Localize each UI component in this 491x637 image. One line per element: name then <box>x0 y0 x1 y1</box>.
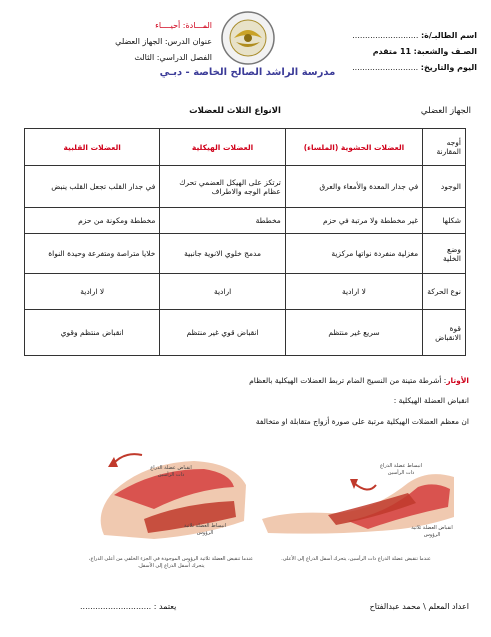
lesson-info <box>22 18 212 66</box>
cell-skeletal: مدمج خلوي الانوية جانبية <box>160 234 285 274</box>
cell-smooth: لا ارادية <box>285 274 422 310</box>
right-caption: عندما تنقبض عضلة الذراع ذات الرأسين، يتحرك أسفل الذراع إلى الأعلى. <box>281 556 431 562</box>
term-label: الفصل الدراسي: الثالث <box>134 53 212 62</box>
left-caption: عندما تنقبض العضلة ثلاثية الرؤوس الموجودة في الجزء الخلفي من أعلى الذراع، يتحرك أسفل الذراع إلى الأسفل. <box>88 556 254 569</box>
grade-line: الصـف والشعبة: 11 متقدم <box>372 47 477 56</box>
table-row <box>25 310 466 356</box>
school-name: مدرسة الراشد الصالح الخاصة - دبـي <box>159 67 336 78</box>
left-label-relax: انبساط العضلة ثلاثية الرؤوس <box>183 523 227 536</box>
cell-cardiac: في جدار القلب تجعل القلب ينبض <box>25 166 160 208</box>
table-row <box>25 166 466 208</box>
row-label: وضع الخلية <box>423 234 466 274</box>
teacher-credit: اعداد المعلم \ محمد عبدالفتاح <box>369 602 469 611</box>
muscle-comparison-table <box>24 128 466 356</box>
row-label: قوة الانقباض <box>423 310 466 356</box>
cell-cardiac: انقباض منتظم وقوي <box>25 310 160 356</box>
col-skeletal: العضلات الهيكلية <box>160 129 285 166</box>
triceps-contraction-figure <box>84 443 254 551</box>
topic-title: الانواع الثلاث للعضلات <box>189 106 281 116</box>
left-label-contract: انقباض عضلة الذراع ذات الرأسين <box>150 465 192 478</box>
table-header-row <box>25 129 466 166</box>
row-label: شكلها <box>423 208 466 234</box>
col-smooth: العضلات الحشوية (الملساء) <box>285 129 422 166</box>
col-cardiac: العضلات القلبية <box>25 129 160 166</box>
right-label-contract: انقباض العضلة ثلاثية الرؤوس <box>411 525 453 538</box>
tendon-definition <box>29 376 469 385</box>
tendon-text: : أشرطة متينة من النسيج الضام تربط العضلات الهيكلية بالعظام <box>249 376 447 385</box>
school-logo <box>217 8 279 66</box>
cell-smooth: مغزلية منفردة نواتها مركزية <box>285 234 422 274</box>
unit-title: الجهاز العضلي <box>420 106 471 116</box>
table-row <box>25 208 466 234</box>
cell-skeletal: ارادية <box>160 274 285 310</box>
tendon-term: الأوتار <box>446 376 469 385</box>
cell-cardiac: لا ارادية <box>25 274 160 310</box>
right-label-relax: انبساط عضلة الذراع ذات الرأسين <box>379 463 423 476</box>
student-name-line: اسم الطالبـ/ة: .......................... <box>352 31 477 40</box>
corner-cell: أوجه المقارنة <box>423 129 466 166</box>
grade-value: 11 متقدم <box>372 47 412 56</box>
student-info <box>327 28 477 76</box>
table-row <box>25 234 466 274</box>
cell-cardiac: مخططة ومكونة من حزم <box>25 208 160 234</box>
row-label: الوجود <box>423 166 466 208</box>
cell-skeletal: مخططة <box>160 208 285 234</box>
cell-smooth: غير مخططة ولا مرتبة في حزم <box>285 208 422 234</box>
date-line: اليوم والتاريخ: .......................... <box>352 63 477 72</box>
cell-smooth: في جدار المعدة والأمعاء والعرق <box>285 166 422 208</box>
table-row <box>25 274 466 310</box>
biceps-contraction-figure <box>258 443 458 551</box>
cell-skeletal: انقباض قوي غير منتظم <box>160 310 285 356</box>
contraction-title: انقباض العضلة الهيكلية : <box>393 396 469 405</box>
lesson-title: عنوان الدرس: الجهاز العضلي <box>115 37 212 46</box>
approved-label: يعتمد : ............................ <box>80 602 177 611</box>
muscle-pairs-note: ان معظم العضلات الهيكلية مرتبة على صورة أزواج متقابلة او متخالفة <box>255 417 469 426</box>
row-label: نوع الحركة <box>423 274 466 310</box>
subject-label: المـــادة: أحيــــاء <box>155 21 212 30</box>
cell-cardiac: خلايا متراصة ومتفرعة وحيدة النواة <box>25 234 160 274</box>
cell-skeletal: ترتكز على الهيكل العضمي تحرك عظام الوجه والاطراف <box>160 166 285 208</box>
cell-smooth: سريع غير منتظم <box>285 310 422 356</box>
